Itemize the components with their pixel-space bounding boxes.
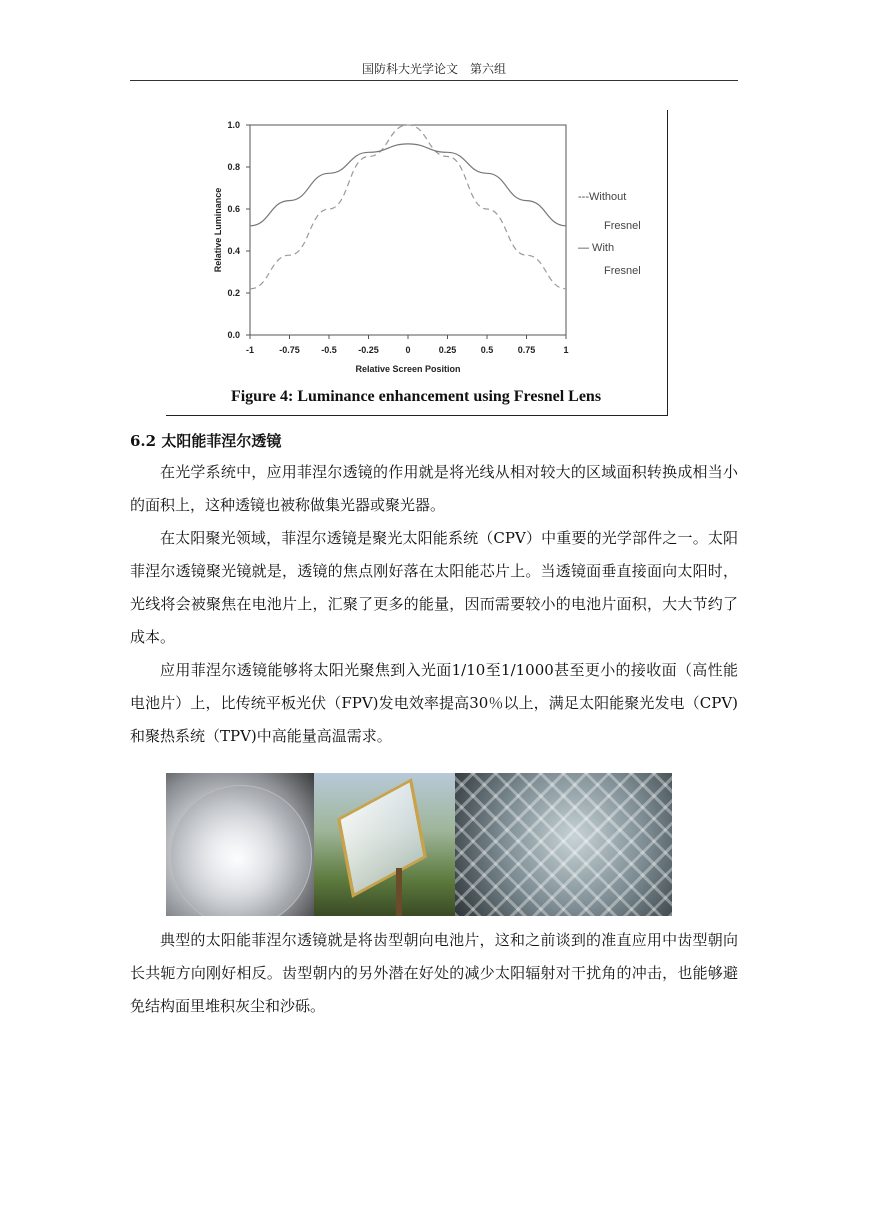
- luminance-chart: [166, 110, 668, 390]
- series-line-with-fresnel: [250, 144, 566, 226]
- legend-without-fresnel: Fresnel: [604, 220, 641, 232]
- x-tick-label: -0.75: [279, 345, 300, 355]
- photo-lens-array: [455, 773, 672, 916]
- series-line-without-fresnel: [250, 125, 566, 289]
- y-axis-label: Relative Luminance: [213, 187, 223, 273]
- circular-lens-shape: [170, 785, 312, 916]
- paragraph-1: 在光学系统中，应用菲涅尔透镜的作用就是将光线从相对较大的区域面积转换成相当小的面积上，这种透镜也被称做集光器或聚光器。: [130, 463, 738, 514]
- photo-circular-fresnel-lens: [166, 773, 314, 916]
- photo-framed-solar-lens: [314, 773, 455, 916]
- x-tick-label: 0.75: [517, 345, 536, 355]
- y-tick-label: 0.2: [227, 288, 240, 298]
- x-tick-label: 0.5: [480, 345, 494, 355]
- plot-area: [250, 125, 566, 335]
- legend-with: — With: [578, 242, 615, 254]
- x-tick-label: 1: [563, 345, 569, 355]
- x-tick-label: -1: [245, 345, 255, 355]
- x-tick-label: -0.5: [321, 345, 337, 355]
- paragraph-3: 应用菲涅尔透镜能够将太阳光聚焦到入光面1/10至1/1000甚至更小的接收面（高性能电池片）上，比传统平板光伏（FPV)发电效率提高30％以上，满足太阳能聚光发电（CPV)和聚热系统（TPV)中高能量高温需求。: [130, 661, 738, 745]
- y-tick-label: 1.0: [227, 120, 240, 130]
- x-axis-label: Relative Screen Position: [355, 364, 461, 374]
- x-tick-label: 0.25: [438, 345, 457, 355]
- header-rule: [130, 80, 738, 81]
- paragraph-2: 在太阳聚光领域，菲涅尔透镜是聚光太阳能系统（CPV）中重要的光学部件之一。太阳菲涅尔透镜聚光镜就是，透镜的焦点刚好落在太阳能芯片上。当透镜面垂直接面向太阳时，光线将会被聚焦在电池片上，汇聚了更多的能量，因而需要较小的电池片面积，大大节约了成本。: [130, 529, 738, 646]
- lens-stand-shape: [396, 868, 402, 916]
- y-tick-label: 0.6: [227, 204, 240, 214]
- legend-without: ---Without: [578, 191, 627, 203]
- x-tick-label: 0: [405, 345, 411, 355]
- legend-with-fresnel: Fresnel: [604, 265, 641, 277]
- framed-lens-shape: [337, 778, 427, 898]
- x-tick-label: -0.25: [358, 345, 379, 355]
- y-tick-label: 0.8: [227, 162, 240, 172]
- section-title: 6.2 太阳能菲涅尔透镜: [130, 432, 282, 450]
- y-tick-label: 0.0: [227, 330, 240, 340]
- y-tick-label: 0.4: [227, 246, 240, 256]
- fresnel-lens-photos: [166, 773, 672, 916]
- figure-caption: Figure 4: Luminance enhancement using Fresnel Lens: [230, 388, 602, 405]
- paragraph-4: 典型的太阳能菲涅尔透镜就是将齿型朝向电池片，这和之前谈到的准直应用中齿型朝向长共轭方向刚好相反。齿型朝内的另外潜在好处的减少太阳辐射对干扰角的冲击，也能够避免结构面里堆积灰尘和沙砾。: [130, 931, 738, 1015]
- page-header: 国防科大光学论文 第六组: [361, 62, 506, 76]
